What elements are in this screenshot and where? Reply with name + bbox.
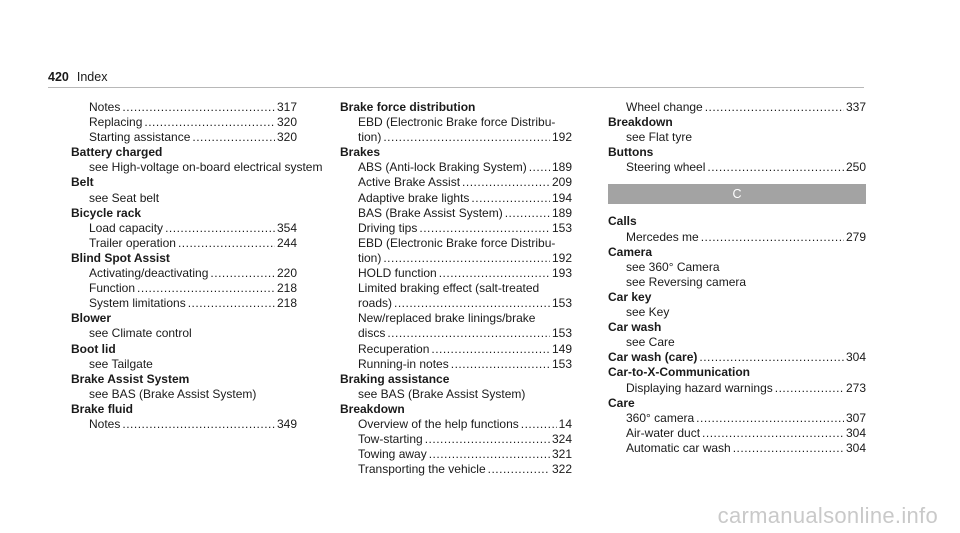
page-reference: 279 (845, 229, 866, 244)
dot-leader (429, 447, 550, 462)
entry-text: see Tailgate (89, 356, 153, 371)
entry-text: Running-in notes (358, 356, 449, 371)
index-heading (340, 402, 572, 417)
entry-text: Buttons (608, 145, 654, 160)
page-reference: 354 (276, 220, 297, 235)
page-reference: 192 (551, 130, 572, 145)
index-entry (340, 251, 572, 266)
page-reference: 320 (276, 115, 297, 130)
entry-text: Starting assistance (89, 130, 191, 145)
index-entry (340, 311, 572, 326)
page-reference: 192 (551, 250, 572, 265)
entry-text: see Key (626, 305, 670, 320)
dot-leader (137, 281, 275, 296)
index-entry (71, 357, 297, 372)
index-heading (71, 402, 297, 417)
index-heading (71, 145, 297, 160)
index-entry (340, 387, 572, 402)
page-reference: 194 (551, 190, 572, 205)
entry-text: Calls (608, 214, 637, 229)
entry-text: Recuperation (358, 341, 430, 356)
index-heading (340, 145, 572, 160)
index-entry (340, 447, 572, 462)
entry-text: see BAS (Brake Assist System) (89, 386, 257, 401)
index-entry (71, 326, 297, 341)
entry-text: System limitations (89, 296, 186, 311)
entry-text: discs (358, 326, 386, 341)
page-reference: 218 (276, 296, 297, 311)
entry-text: New/replaced brake linings/brake (358, 311, 536, 326)
entry-text: Adaptive brake lights (358, 190, 470, 205)
dot-leader (702, 426, 844, 441)
entry-text: see Care (626, 335, 675, 350)
entry-text: Care (608, 395, 635, 410)
index-entry (608, 305, 866, 320)
entry-text: see Seat belt (89, 190, 160, 205)
entry-text: see BAS (Brake Assist System) (358, 386, 526, 401)
page-reference: 14 (558, 416, 572, 431)
index-entry (340, 221, 572, 236)
index-heading (71, 372, 297, 387)
index-entry (340, 417, 572, 432)
page-header (48, 69, 107, 85)
entry-text: Overview of the help functions (358, 416, 519, 431)
index-entry (608, 335, 866, 350)
page-reference: 337 (845, 100, 866, 114)
entry-text: Wheel change (626, 100, 703, 114)
dot-leader (425, 432, 550, 447)
entry-text: Bicycle rack (71, 205, 142, 220)
index-entry (71, 266, 297, 281)
page-reference: 320 (276, 130, 297, 145)
index-heading (608, 290, 866, 305)
page-reference: 189 (551, 205, 572, 220)
page-reference: 304 (845, 425, 866, 440)
entry-text: Displaying hazard warnings (626, 380, 773, 395)
index-entry (340, 342, 572, 357)
entry-text: HOLD function (358, 266, 437, 281)
dot-leader (707, 160, 844, 175)
entry-text: Steering wheel (626, 160, 706, 175)
index-entry (71, 417, 297, 432)
index-entry (340, 206, 572, 221)
dot-leader (488, 462, 550, 477)
page-reference: 220 (276, 266, 297, 281)
entry-text: Activating/deactivating (89, 266, 209, 281)
entry-text: Notes (89, 100, 121, 114)
index-heading (608, 396, 866, 411)
index-heading (608, 365, 866, 380)
entry-text: EBD (Electronic Brake force Distribu- (358, 235, 556, 250)
dot-leader (699, 350, 844, 365)
index-entry (340, 236, 572, 251)
page-reference: 304 (845, 350, 866, 365)
index-entry (608, 130, 866, 145)
entry-text: see Flat tyre (626, 130, 693, 145)
index-entry (71, 130, 297, 145)
index-entry (608, 381, 866, 396)
entry-text: Battery charged (71, 145, 163, 160)
dot-leader (387, 326, 550, 341)
entry-text: Brakes (340, 145, 381, 160)
page-reference: 250 (845, 160, 866, 175)
entry-text: see Reversing camera (626, 274, 747, 289)
entry-text: Limited braking effect (salt-treated (358, 281, 540, 296)
entry-text: Breakdown (608, 115, 673, 130)
index-heading (608, 245, 866, 260)
entry-text: Blower (71, 311, 112, 326)
entry-text: Belt (71, 175, 94, 190)
entry-text: Tow-starting (358, 432, 423, 447)
entry-text: EBD (Electronic Brake force Distribu- (358, 115, 556, 130)
dot-leader (462, 175, 550, 190)
page-reference: 307 (845, 410, 866, 425)
index-heading (608, 115, 866, 130)
page-reference: 244 (276, 235, 297, 250)
page-reference: 149 (551, 341, 572, 356)
entry-text: Camera (608, 244, 653, 259)
page-reference: 209 (551, 175, 572, 190)
dot-leader (705, 100, 844, 115)
page-reference: 322 (551, 462, 572, 477)
index-entry (71, 296, 297, 311)
page-reference: 324 (551, 432, 572, 447)
dot-leader (521, 417, 557, 432)
dot-leader (471, 191, 550, 206)
page-reference: 153 (551, 220, 572, 235)
dot-leader (188, 296, 275, 311)
entry-text: Brake force distribution (340, 100, 476, 114)
page-reference: 189 (551, 160, 572, 175)
dot-leader (192, 130, 275, 145)
index-entry (340, 326, 572, 341)
index-entry (71, 160, 323, 175)
dot-leader (775, 381, 844, 396)
entry-text: Notes (89, 416, 121, 431)
page-reference: 153 (551, 356, 572, 371)
page-number: 420 (48, 70, 69, 84)
dot-leader (122, 417, 275, 432)
entry-text: Breakdown (340, 401, 405, 416)
index-letter-heading: C (608, 184, 866, 204)
page-reference: 273 (845, 380, 866, 395)
dot-leader (505, 206, 550, 221)
index-entry (608, 230, 866, 245)
index-entry (71, 387, 297, 402)
index-entry (608, 275, 866, 290)
index-heading (71, 206, 297, 221)
entry-text: Air-water duct (626, 425, 701, 440)
dot-leader (696, 411, 844, 426)
index-column-1 (71, 100, 323, 432)
entry-text: Trailer operation (89, 235, 176, 250)
index-entry (71, 115, 297, 130)
index-heading (71, 251, 297, 266)
entry-text: Mercedes me (626, 229, 699, 244)
index-entry (71, 100, 297, 115)
entry-text: 360° camera (626, 410, 695, 425)
dot-leader (439, 266, 550, 281)
entry-text: BAS (Brake Assist System) (358, 205, 503, 220)
entry-text: Brake fluid (71, 401, 134, 416)
page-reference: 349 (276, 416, 297, 431)
index-entry (340, 357, 572, 372)
entry-text: Car key (608, 289, 652, 304)
dot-leader (383, 130, 550, 145)
index-heading (608, 145, 866, 160)
page-reference: 193 (551, 266, 572, 281)
index-entry (340, 296, 572, 311)
header-rule (48, 87, 864, 88)
dot-leader (733, 441, 844, 456)
dot-leader (701, 230, 844, 245)
dot-leader (451, 357, 550, 372)
entry-text: Replacing (89, 115, 143, 130)
entry-text: Brake Assist System (71, 371, 190, 386)
page-reference: 304 (845, 440, 866, 455)
index-entry (340, 266, 572, 281)
index-entry (340, 281, 572, 296)
index-column-3 (608, 100, 866, 456)
dot-leader (165, 221, 275, 236)
index-heading (71, 311, 297, 326)
index-entry (340, 432, 572, 447)
page-reference: 153 (551, 296, 572, 311)
index-heading (340, 100, 572, 115)
index-entry (608, 426, 866, 441)
watermark: carmanualsonline.info (717, 503, 938, 528)
page-reference: 321 (551, 447, 572, 462)
dot-leader (144, 115, 275, 130)
entry-text: Function (89, 281, 136, 296)
dot-leader (529, 160, 550, 175)
entry-text: Car-to-X-Communication (608, 365, 750, 380)
index-entry (608, 100, 866, 115)
index-entry (340, 160, 572, 175)
entry-text: ABS (Anti-lock Braking System) (358, 160, 527, 175)
dot-leader (178, 236, 275, 251)
index-entry (71, 221, 297, 236)
index-entry (608, 160, 866, 175)
dot-leader (431, 342, 550, 357)
entry-text: tion) (358, 250, 382, 265)
entry-text: tion) (358, 130, 382, 145)
entry-text: Active Brake Assist (358, 175, 461, 190)
index-column-2 (340, 100, 572, 477)
index-entry (340, 130, 572, 145)
entry-text: Car wash (608, 320, 662, 335)
section-title: Index (76, 70, 108, 84)
index-heading (608, 320, 866, 335)
entry-text: see Climate control (89, 326, 192, 341)
entry-text: Load capacity (89, 220, 164, 235)
entry-text: see High-voltage on-board electrical system (89, 160, 323, 175)
page-reference: 153 (551, 326, 572, 341)
index-entry (340, 191, 572, 206)
index-entry (608, 441, 866, 456)
index-entry (71, 281, 297, 296)
page-reference: 317 (276, 100, 297, 114)
dot-leader (419, 221, 550, 236)
index-entry (608, 260, 866, 275)
index-entry (340, 462, 572, 477)
entry-text: Transporting the vehicle (358, 462, 486, 477)
index-heading (71, 342, 297, 357)
dot-leader (122, 100, 275, 115)
index-heading (608, 214, 866, 229)
index-heading (340, 372, 572, 387)
index-heading (608, 350, 866, 365)
entry-text: roads) (358, 296, 393, 311)
entry-text: Automatic car wash (626, 440, 731, 455)
entry-text: Car wash (care) (608, 350, 698, 365)
index-entry (71, 236, 297, 251)
entry-text: Blind Spot Assist (71, 250, 170, 265)
index-entry (71, 191, 297, 206)
entry-text: Braking assistance (340, 371, 450, 386)
entry-text: Towing away (358, 447, 427, 462)
page-reference: 218 (276, 281, 297, 296)
index-entry (340, 115, 572, 130)
index-heading (71, 175, 297, 190)
dot-leader (210, 266, 275, 281)
entry-text: Driving tips (358, 220, 418, 235)
index-entry (340, 175, 572, 190)
entry-text: see 360° Camera (626, 259, 720, 274)
dot-leader (394, 296, 550, 311)
index-entry (608, 411, 866, 426)
dot-leader (383, 251, 550, 266)
entry-text: Boot lid (71, 341, 116, 356)
